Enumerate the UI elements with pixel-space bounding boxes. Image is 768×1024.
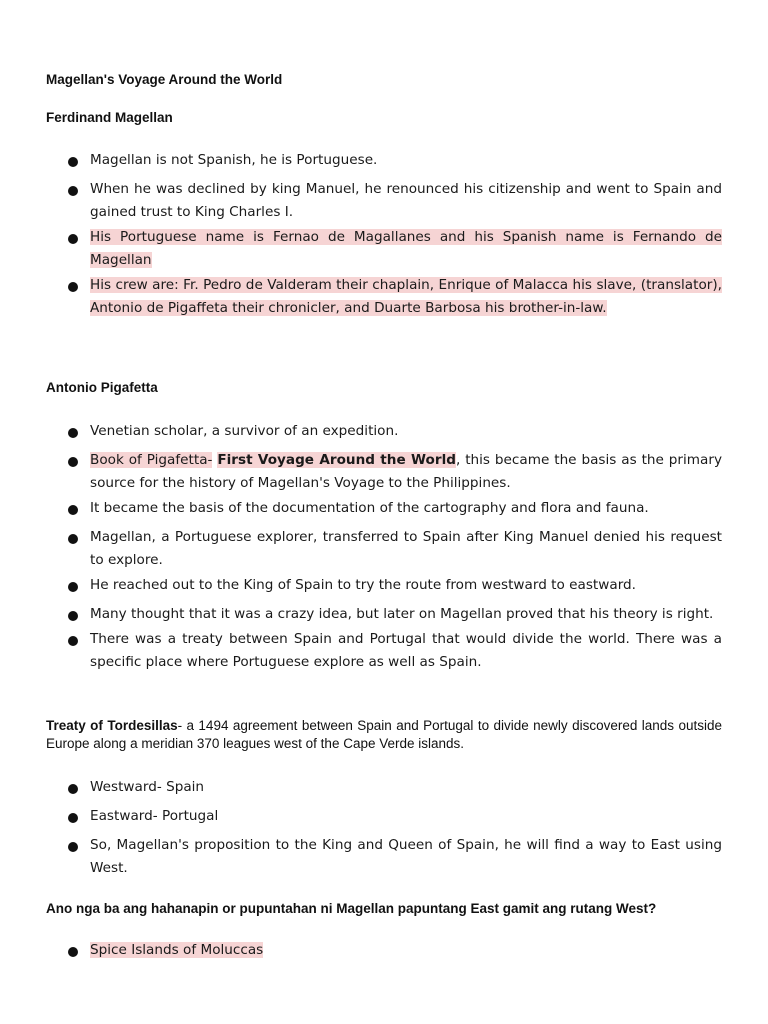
- highlighted-text: Book of Pigafetta-: [90, 452, 213, 468]
- bullet-icon: [68, 947, 78, 957]
- bullet-icon: [68, 157, 78, 167]
- treaty-definition: - a 1494 agreement between Spain and Portugal to divide newly discovered lands outside Europe along a meridian 370 leagues west of the Cape Verde islands.: [46, 718, 722, 751]
- highlighted-text: Spice Islands of Moluccas: [90, 942, 264, 958]
- list-item: He reached out to the King of Spain to try the route from westward to eastward.: [0, 574, 768, 597]
- bullet-icon: [68, 234, 78, 244]
- bullet-icon: [68, 457, 78, 467]
- document-title: Magellan's Voyage Around the World: [46, 72, 283, 87]
- list-item: [0, 939, 768, 962]
- list-item: [0, 226, 768, 272]
- bullet-icon: [68, 186, 78, 196]
- list-item: Eastward- Portugal: [0, 805, 768, 828]
- bullet-icon: [68, 784, 78, 794]
- bullet-icon: [68, 611, 78, 621]
- bullet-icon: [68, 428, 78, 438]
- list-item: When he was declined by king Manuel, he renounced his citizenship and went to Spain and gained trust to King Charles I.: [0, 178, 768, 224]
- bullet-icon: [68, 505, 78, 515]
- treaty-paragraph: [46, 717, 722, 753]
- list-item: [0, 274, 768, 320]
- list-item: Magellan is not Spanish, he is Portuguese.: [0, 149, 768, 172]
- highlighted-text: His crew are: Fr. Pedro de Valderam their chaplain, Enrique of Malacca his slave, (translator), Antonio de Pigaffeta their chronicler, and Duarte Barbosa his brother-in-law.: [90, 277, 722, 316]
- list-item: Magellan, a Portuguese explorer, transferred to Spain after King Manuel denied his request to explore.: [0, 526, 768, 572]
- section-heading-ferdinand-magellan: Ferdinand Magellan: [46, 110, 173, 125]
- list-item: Many thought that it was a crazy idea, but later on Magellan proved that his theory is right.: [0, 603, 768, 626]
- answer-list: [0, 939, 768, 962]
- question-heading: Ano nga ba ang hahanapin or pupuntahan ni Magellan papuntang East gamit ang rutang West?: [46, 901, 657, 916]
- pigafetta-facts-list: [0, 420, 768, 674]
- list-item: Venetian scholar, a survivor of an expedition.: [0, 420, 768, 443]
- highlighted-text: His Portuguese name is Fernao de Magallanes and his Spanish name is Fernando de Magellan: [90, 229, 722, 268]
- bullet-icon: [68, 813, 78, 823]
- bullet-icon: [68, 534, 78, 544]
- treaty-list: [0, 776, 768, 880]
- list-item: There was a treaty between Spain and Portugal that would divide the world. There was a specific place where Portuguese explore as well as Spain.: [0, 628, 768, 674]
- list-item: Book of Pigafetta- First Voyage Around the World, this became the basis as the primary source for the history of Magellan's Voyage to the Philippines.: [0, 449, 768, 495]
- section-heading-antonio-pigafetta: Antonio Pigafetta: [46, 380, 158, 395]
- list-item: Westward- Spain: [0, 776, 768, 799]
- list-item: So, Magellan's proposition to the King and Queen of Spain, he will find a way to East using West.: [0, 834, 768, 880]
- list-item: It became the basis of the documentation of the cartography and flora and fauna.: [0, 497, 768, 520]
- bullet-icon: [68, 842, 78, 852]
- bullet-icon: [68, 582, 78, 592]
- magellan-facts-list: [0, 149, 768, 320]
- book-title: First Voyage Around the World: [217, 452, 456, 468]
- treaty-term: Treaty of Tordesillas: [46, 718, 178, 733]
- bullet-icon: [68, 636, 78, 646]
- bullet-icon: [68, 282, 78, 292]
